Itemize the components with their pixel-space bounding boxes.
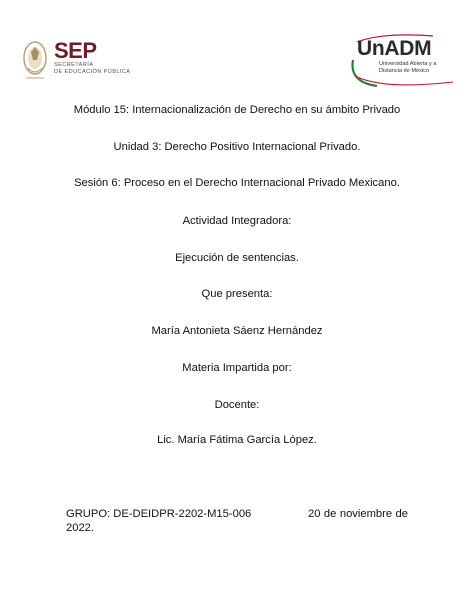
docente-name: Lic. María Fátima García López. (157, 434, 317, 446)
eagle-emblem-icon (22, 38, 48, 82)
modulo-line: Módulo 15: Internacionalización de Derecho en su ámbito Privado (73, 104, 401, 116)
date-line2: 2022. (66, 522, 94, 534)
unidad-line: Unidad 3: Derecho Positivo Internacional Privado. (113, 141, 361, 153)
student-name: María Antonieta Sáenz Hernández (151, 325, 323, 337)
actividad-title: Ejecución de sentencias. (175, 252, 299, 264)
group-code: GRUPO: DE-DEIDPR-2202-M15-006 (66, 508, 252, 520)
date-line1: 20 de noviembre de (308, 508, 408, 520)
sesion-line: Sesión 6: Proceso en el Derecho Internacional Privado Mexicano. (74, 177, 400, 189)
docente-label: Docente: (214, 399, 260, 411)
sep-acronym: SEP (54, 38, 97, 63)
unadm-subtitle-line2: Distancia de México (379, 67, 430, 74)
sep-subtitle-line2: DE EDUCACIÓN PÚBLICA (54, 69, 131, 75)
presenta-label: Que presenta: (201, 288, 273, 300)
sep-subtitle-line1: SECRETARÍA (54, 62, 94, 68)
actividad-label: Actividad Integradora: (182, 215, 292, 227)
unadm-subtitle-line1: Universidad Abierta y a (379, 61, 437, 67)
sep-logo (22, 38, 172, 86)
materia-label: Materia Impartida por: (182, 362, 292, 374)
unadm-logo (343, 30, 459, 90)
unadm-name: UnADM (357, 37, 432, 60)
